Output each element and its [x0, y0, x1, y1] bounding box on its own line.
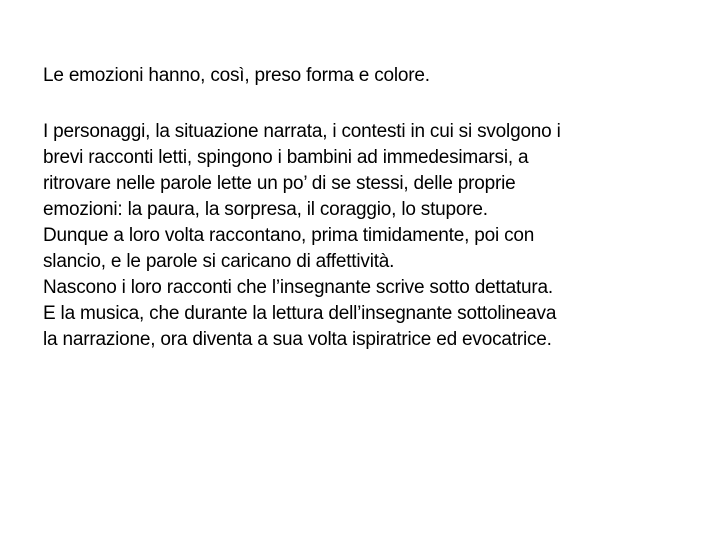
body-line: emozioni: la paura, la sorpresa, il coraggio, lo stupore.: [43, 199, 488, 220]
body-line: I personaggi, la situazione narrata, i contesti in cui si svolgono i: [43, 121, 561, 142]
body-line: ritrovare nelle parole lette un po’ di se stessi, delle proprie: [43, 173, 516, 194]
paragraph-gap: [43, 89, 683, 119]
body-line: brevi racconti letti, spingono i bambini ad immedesimarsi, a: [43, 147, 529, 168]
body-line: Dunque a loro volta raccontano, prima timidamente, poi con: [43, 225, 535, 246]
body-line: la narrazione, ora diventa a sua volta ispiratrice ed evocatrice.: [43, 329, 552, 350]
body-line: slancio, e le parole si caricano di affettività.: [43, 251, 395, 272]
intro-line: Le emozioni hanno, così, preso forma e colore.: [43, 65, 430, 86]
body-line: E la musica, che durante la lettura dell’insegnante sottolineava: [43, 303, 557, 324]
body-line: Nascono i loro racconti che l’insegnante scrive sotto dettatura.: [43, 277, 553, 298]
slide-text: [43, 63, 683, 353]
